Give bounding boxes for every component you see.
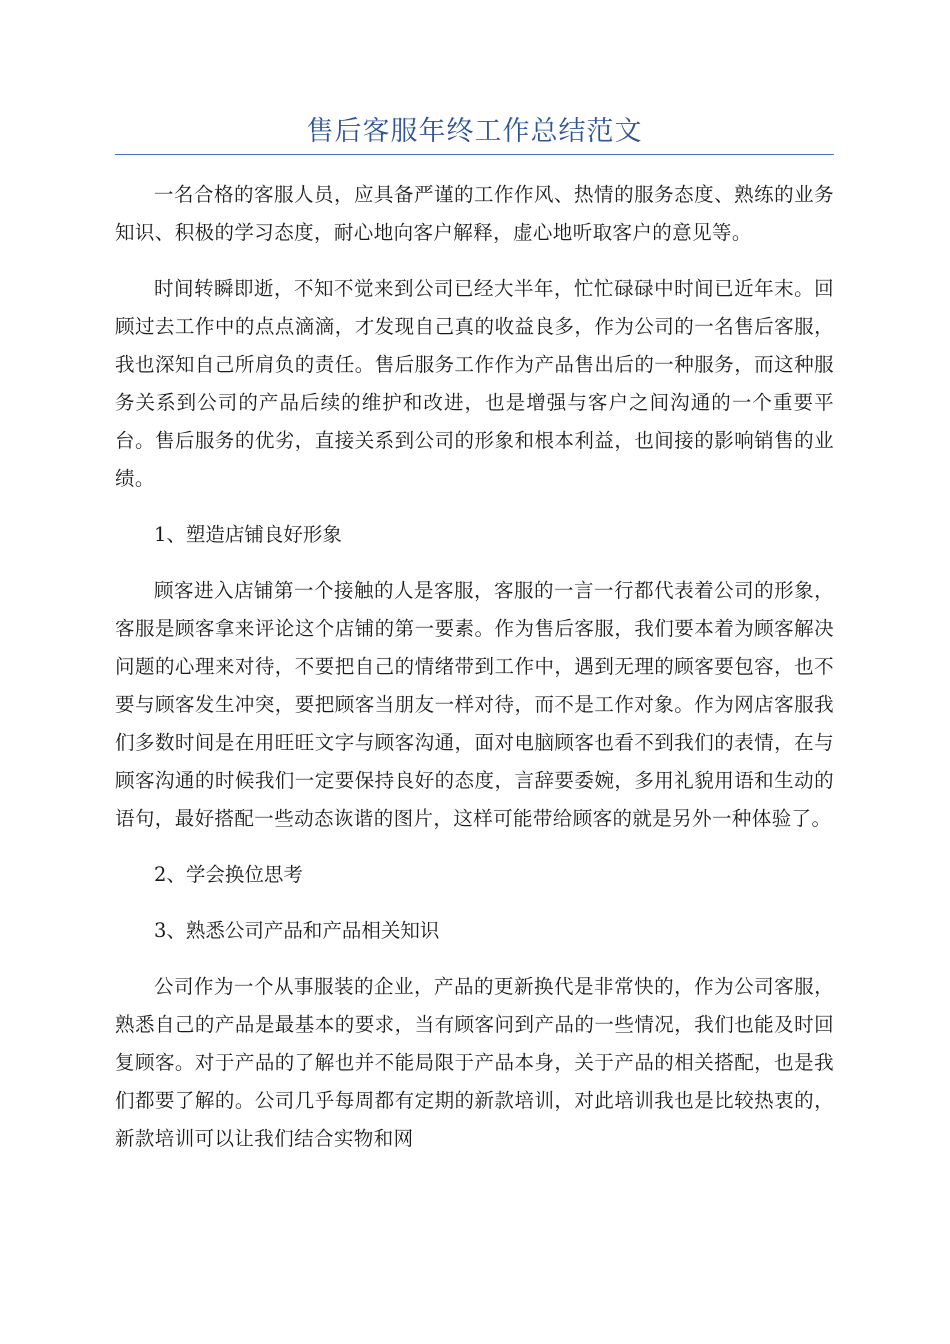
page-title: 售后客服年终工作总结范文 — [306, 116, 643, 147]
paragraph-product-knowledge: 公司作为一个从事服装的企业，产品的更新换代是非常快的，作为公司客服，熟悉自己的产品是最基本的要求，当有顾客问到产品的一些情况，我们也能及时回复顾客。对于产品的了解也并不能局限于产品本身，关于产品的相关搭配，也是我们都要了解的。公司几乎每周都有定期的新款培训，对此培训我也是比较热衷的，新款培训可以让我们结合实物和网 — [115, 975, 834, 1150]
paragraph-review: 时间转瞬即逝，不知不觉来到公司已经大半年，忙忙碌碌中时间已近年末。回顾过去工作中的点点滴滴，才发现自己真的收益良多，作为公司的一名售后客服，我也深知自己所肩负的责任。售后服务工作作为产品售出后的一种服务，而这种服务关系到公司的产品后续的维护和改进，也是增强与客户之间沟通的一个重要平台。售后服务的优劣，直接关系到公司的形象和根本利益，也间接的影响销售的业绩。 — [115, 277, 834, 490]
section-heading-3: 3、熟悉公司产品和产品相关知识 — [154, 919, 440, 942]
document-body — [115, 176, 834, 1176]
section-heading-2: 2、学会换位思考 — [154, 863, 303, 886]
paragraph-store-image: 顾客进入店铺第一个接触的人是客服，客服的一言一行都代表着公司的形象，客服是顾客拿来评论这个店铺的第一要素。作为售后客服，我们要本着为顾客解决问题的心理来对待，不要把自己的情绪带到工作中，遇到无理的顾客要包容，也不要与顾客发生冲突，要把顾客当朋友一样对待，而不是工作对象。作为网店客服我们多数时间是在用旺旺文字与顾客沟通，面对电脑顾客也看不到我们的表情，在与顾客沟通的时候我们一定要保持良好的态度，言辞要委婉，多用礼貌用语和生动的语句，最好搭配一些动态诙谐的图片，这样可能带给顾客的就是另外一种体验了。 — [115, 579, 834, 830]
section-heading-1: 1、塑造店铺良好形象 — [154, 523, 342, 546]
title-underline — [115, 154, 834, 155]
paragraph-intro: 一名合格的客服人员，应具备严谨的工作作风、热情的服务态度、熟练的业务知识、积极的学习态度，耐心地向客户解释，虚心地听取客户的意见等。 — [115, 183, 834, 244]
